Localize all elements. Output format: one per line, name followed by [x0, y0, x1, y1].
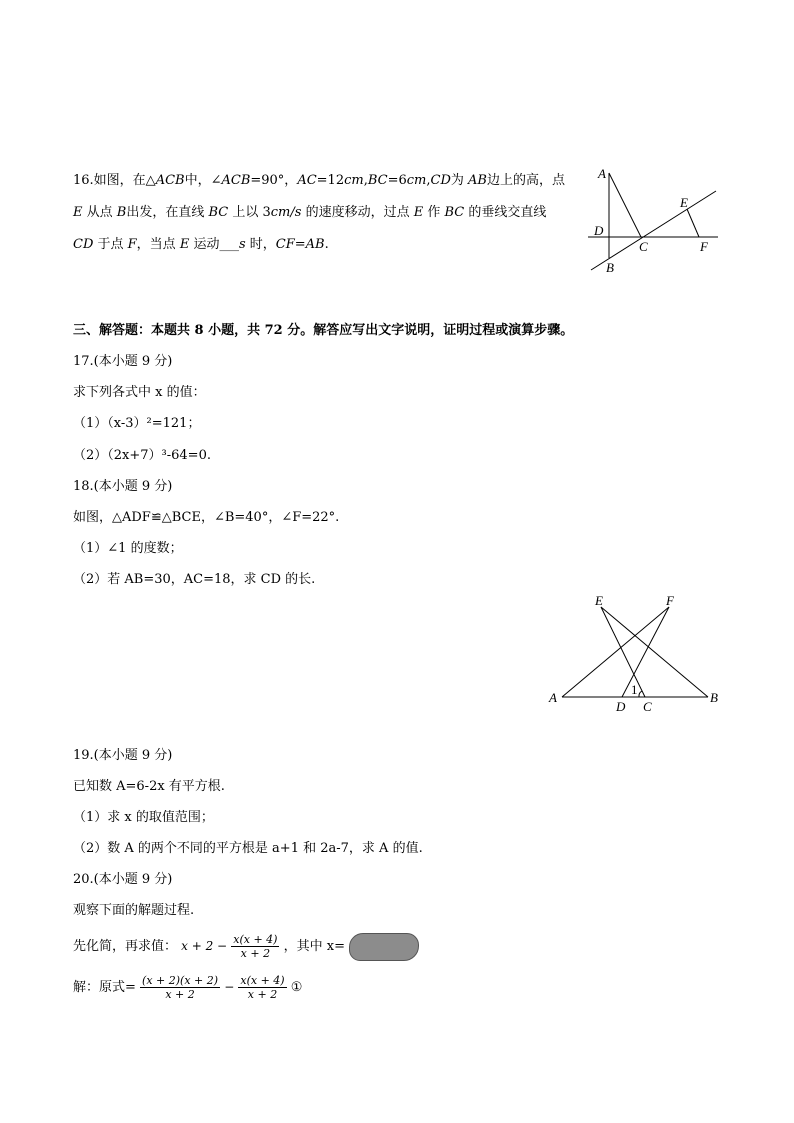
- q16-label-C: C: [639, 239, 648, 254]
- q19-item-2: （2）数 A 的两个不同的平方根是 a+1 和 2a-7，求 A 的值.: [73, 841, 423, 856]
- q16-text-part: 上以 3: [228, 205, 271, 220]
- q16-text-part: s: [238, 237, 246, 252]
- q20-solution-line: [73, 970, 302, 1005]
- q20-fraction-1: [231, 933, 279, 960]
- q18-line-EB: [601, 607, 708, 697]
- q17-title: 17.(本小题 9 分): [73, 354, 173, 369]
- q18-angle-1-label: 1: [631, 682, 638, 697]
- q16-label-D: D: [594, 223, 604, 238]
- q16-text-part: F: [127, 237, 137, 252]
- q16-label-E: E: [680, 195, 688, 210]
- q16-text-part: 出发，在直线: [126, 205, 209, 220]
- q18-line-AF: [562, 607, 669, 697]
- q16-text-part: 中，∠: [184, 173, 222, 188]
- q17-item-1: （1）（x-3）²=121；: [73, 416, 201, 431]
- q16-text-part: 16.如图，在△: [73, 173, 156, 188]
- q16-text-part: AB: [305, 237, 325, 252]
- q16-text-part: AC: [297, 173, 317, 188]
- q16-text: [73, 165, 568, 261]
- q20-fraction-3-denominator: x + 2: [247, 988, 278, 1001]
- q18-label-E: E: [595, 593, 603, 608]
- q16-text-part: =90°，: [250, 173, 298, 188]
- q20-fraction-1-numerator: x(x + 4): [233, 933, 278, 946]
- q16-text-part: =12: [316, 173, 345, 188]
- q20-fraction-1-denominator: x + 2: [240, 947, 271, 960]
- q20-simplify-line: [73, 930, 419, 963]
- q20-expr-lead: x + 2 −: [181, 939, 228, 953]
- q16-figure: [583, 163, 723, 278]
- q16-text-part: CD: [430, 173, 451, 188]
- q18-label-F: F: [666, 593, 674, 608]
- q18-angle-1-arc: [639, 691, 642, 697]
- q16-text-part: B: [116, 205, 127, 220]
- q16-text-part: 时，: [245, 237, 276, 252]
- q16-text-part: cm: [406, 173, 427, 188]
- q16-text-part: ，当点: [136, 237, 180, 252]
- q16-text-part: cm/s: [270, 205, 302, 220]
- q18-label-D: D: [616, 699, 626, 714]
- q16-text-part: CF: [275, 237, 295, 252]
- q16-label-A: A: [598, 166, 606, 181]
- q19-item-1: （1）求 x 的取值范围；: [73, 810, 214, 825]
- q20-title: 20.(本小题 9 分): [73, 872, 173, 887]
- q18-title: 18.(本小题 9 分): [73, 479, 173, 494]
- q16-text-part: E: [179, 237, 190, 252]
- q19-prompt: 已知数 A=6-2x 有平方根.: [73, 779, 225, 794]
- q16-label-B: B: [606, 260, 614, 275]
- q18-line-DF: [622, 607, 669, 697]
- q18-line-EC: [601, 607, 645, 697]
- q20-step-marker: ①: [290, 980, 303, 995]
- q16-text-part: 从点: [82, 205, 117, 220]
- q16-text-part: ACB: [221, 173, 251, 188]
- q16-line-EF: [687, 209, 699, 237]
- q16-text-part: 为: [450, 173, 469, 188]
- q19-title: 19.(本小题 9 分): [73, 748, 173, 763]
- q20-minus-sign: −: [224, 980, 235, 994]
- q16-text-part: ACB: [155, 173, 185, 188]
- q18-label-A: A: [549, 690, 557, 705]
- q16-text-part: CD: [73, 237, 94, 252]
- q20-fraction-2: [140, 974, 220, 1001]
- q18-item-1: （1）∠1 的度数；: [73, 541, 183, 556]
- q16-text-part: 边上的高，点: [486, 173, 565, 188]
- q18-figure: [545, 590, 725, 715]
- q20-fraction-2-denominator: x + 2: [165, 988, 195, 1001]
- q20-where-text: ，其中 x=: [283, 939, 345, 954]
- q18-item-2: （2）若 AB=30，AC=18，求 CD 的长.: [73, 572, 316, 587]
- q16-text-part: 运动___: [189, 237, 239, 252]
- q16-text-part: BC: [367, 173, 388, 188]
- q20-simplify-prefix: 先化简，再求值：: [73, 939, 178, 954]
- q16-text-part: =: [294, 237, 306, 252]
- q16-text-part: 的垂线交直线: [464, 205, 547, 220]
- q18-label-C: C: [643, 699, 652, 714]
- q17-item-2: （2）（2x+7）³-64=0.: [73, 448, 211, 463]
- q16-line-AC: [609, 173, 641, 237]
- redacted-value-blob: [349, 933, 419, 961]
- q18-label-B: B: [710, 690, 718, 705]
- q20-prompt: 观察下面的解题过程.: [73, 903, 195, 918]
- q20-fraction-3: [238, 974, 286, 1001]
- q18-prompt: 如图，△ADF≌△BCE，∠B=40°，∠F=22°.: [73, 510, 340, 525]
- q20-fraction-2-numerator: (x + 2)(x + 2): [142, 974, 219, 987]
- section-3-header: 三、解答题：本题共 8 小题，共 72 分。解答应写出文字说明，证明过程或演算步骤。: [73, 323, 574, 338]
- q16-text-part: E: [413, 205, 424, 220]
- q16-text-part: E: [73, 205, 83, 220]
- q16-text-part: BC: [208, 205, 229, 220]
- q16-label-F: F: [700, 239, 708, 254]
- q20-solution-prefix: 解：原式=: [73, 980, 136, 995]
- q16-text-part: BC: [444, 205, 465, 220]
- q16-text-part: 的速度移动，过点: [301, 205, 414, 220]
- q16-text-part: 作: [423, 205, 445, 220]
- q16-text-part: =6: [387, 173, 407, 188]
- q20-fraction-3-numerator: x(x + 4): [240, 974, 285, 987]
- q16-text-part: ,: [426, 173, 431, 188]
- q16-text-part: AB: [468, 173, 487, 188]
- q16-text-part: .: [324, 237, 329, 252]
- q16-text-part: 于点: [93, 237, 128, 252]
- q16-text-part: cm: [344, 173, 364, 188]
- q16-line-BC-extended: [591, 191, 716, 270]
- q16-text-part: ,: [363, 173, 368, 188]
- q17-prompt: 求下列各式中 x 的值：: [73, 385, 206, 400]
